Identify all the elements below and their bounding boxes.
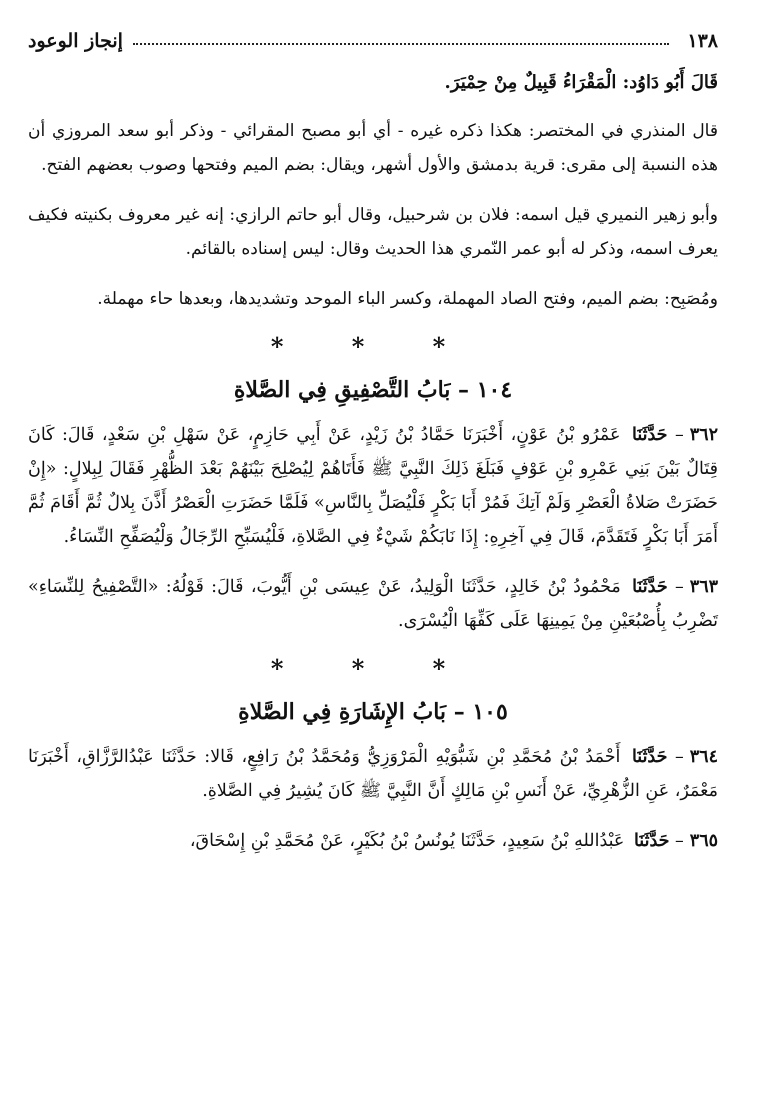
hadith-opening: حَدَّثَنَا (631, 747, 668, 767)
hadith-text: مَحْمُودُ بْنُ خَالِدٍ، حَدَّثَنَا الْوَلِيدُ، عَنْ عِيسَى بْنِ أَيُّوبَ، قَالَ: قَوْلُهُ: «التَّصْفِيحُ لِلنِّسَاءِ» تَضْرِبُ بِأُصْبُعَيْنِ مِنْ يَمِينِهَا عَلَى كَفِّهَا الْيُسْرَى. (28, 577, 718, 631)
running-header (28, 30, 718, 52)
book-title: إنجاز الوعود (28, 30, 123, 52)
commentary-paragraph: وأبو زهير النميري قيل اسمه: فلان بن شرحبيل، وقال أبو حاتم الرازي: إنه غير معروف بكنيته فكيف يعرف اسمه، وذكر له أبو عمر النّمري هذا الحديث وقال: ليس إسناده بالقائم. (28, 205, 718, 259)
abu-dawud-quote: قَالَ أَبُو دَاوُد: الْمَقْرَاءُ قَبِيلٌ مِنْ حِمْيَرَ. (444, 72, 718, 93)
header-dotted-leader (133, 43, 669, 45)
hadith-text: أَحْمَدُ بْنُ مُحَمَّدِ بْنِ شَبُّوَيْهِ الْمَرْوَزِيُّ وَمُحَمَّدُ بْنُ رَافِعٍ، قَالا: حَدَّثَنَا عَبْدُالرَّزَّاقِ، أَخْبَرَنَا مَعْمَرٌ، عَنِ الزُّهْرِيِّ، عَنْ أَنَسِ بْنِ مَالِكٍ أَنَّ النَّبِيَّ ﷺ كَانَ يُشِيرُ فِي الصَّلاةِ. (28, 747, 718, 801)
hadith-number: ٣٦٤ (689, 747, 718, 767)
commentary-paragraph: قال المنذري في المختصر: هكذا ذكره غيره - أي أبو مصبح المقرائي - وذكر أبو سعد المروزي أن هذه النسبة إلى مقرى: قرية بدمشق والأول أشهر، ويقال: بضم الميم وفتحها وصوب بعضهم الفتح. (28, 121, 718, 175)
section-separator: * * * (270, 332, 476, 361)
hadith-opening: حَدَّثَنَا (632, 577, 668, 597)
hadith-text: عَمْرُو بْنُ عَوْنٍ، أَخْبَرَنَا حَمَّادُ بْنُ زَيْدٍ، عَنْ أَبِي حَازِمٍ، عَنْ سَهْلِ بْنِ سَعْدٍ، قَالَ: كَانَ قِتَالٌ بَيْنَ بَنِي عَمْرِو بْنِ عَوْفٍ فَبَلَغَ ذَلِكَ النَّبِيَّ ﷺ فَأَتَاهُمْ لِيُصْلِحَ بَيْنَهُمْ بَعْدَ الظُّهْرِ فَقَالَ لِبِلالٍ: «إِنْ حَضَرَتْ صَلاةُ الْعَصْرِ وَلَمْ آتِكَ فَمُرْ أَبَا بَكْرٍ فَلْيُصَلِّ بِالنَّاسِ» فَلَمَّا حَضَرَتِ الْعَصْرُ أَذَّنَ بِلالٌ ثُمَّ أَقَامَ ثُمَّ أَمَرَ أَبَا بَكْرٍ فَتَقَدَّمَ، قَالَ فِي آخِرِهِ: إِذَا نَابَكُمْ شَيْءٌ فِي الصَّلاةِ، فَلْيُسَبِّحِ الرِّجَالُ وَلْيُصَفِّحِ النِّسَاءُ. (28, 425, 718, 547)
hadith-number: ٣٦٢ (689, 425, 718, 445)
hadith-entry: ٣٦٢– حَدَّثَنَا عَمْرُو بْنُ عَوْنٍ، أَخْبَرَنَا حَمَّادُ بْنُ زَيْدٍ، عَنْ أَبِي حَازِمٍ، عَنْ سَهْلِ بْنِ سَعْدٍ، قَالَ: كَانَ قِتَالٌ بَيْنَ بَنِي عَمْرِو بْنِ عَوْفٍ فَبَلَغَ ذَلِكَ النَّبِيَّ ﷺ فَأَتَاهُمْ لِيُصْلِحَ بَيْنَهُمْ بَعْدَ الظُّهْرِ فَقَالَ لِبِلالٍ: «إِنْ حَضَرَتْ صَلاةُ الْعَصْرِ وَلَمْ آتِكَ فَمُرْ أَبَا بَكْرٍ فَلْيُصَلِّ بِالنَّاسِ» فَلَمَّا حَضَرَتِ الْعَصْرُ أَذَّنَ بِلالٌ ثُمَّ أَقَامَ ثُمَّ أَمَرَ أَبَا بَكْرٍ فَتَقَدَّمَ، قَالَ فِي آخِرِهِ: إِذَا نَابَكُمْ شَيْءٌ فِي الصَّلاةِ، فَلْيُسَبِّحِ الرِّجَالُ وَلْيُصَفِّحِ النِّسَاءُ. (28, 425, 718, 547)
hadith-number: ٣٦٣ (689, 577, 718, 597)
book-page (28, 30, 718, 874)
chapter-heading: ١٠٤ – بَابُ التَّصْفِيقِ فِي الصَّلاةِ (233, 377, 513, 403)
hadith-opening: حَدَّثَنَا (633, 831, 670, 851)
hadith-entry: ٣٦٥– حَدَّثَنَا عَبْدُاللهِ بْنُ سَعِيدٍ، حَدَّثَنَا يُونُسُ بْنُ بُكَيْرٍ، عَنْ مُحَمَّدِ بْنِ إِسْحَاقَ، (189, 831, 718, 851)
hadith-number: ٣٦٥ (689, 831, 718, 851)
hadith-entry: ٣٦٤– حَدَّثَنَا أَحْمَدُ بْنُ مُحَمَّدِ بْنِ شَبُّوَيْهِ الْمَرْوَزِيُّ وَمُحَمَّدُ بْنُ رَافِعٍ، قَالا: حَدَّثَنَا عَبْدُالرَّزَّاقِ، أَخْبَرَنَا مَعْمَرٌ، عَنِ الزُّهْرِيِّ، عَنْ أَنَسِ بْنِ مَالِكٍ أَنَّ النَّبِيَّ ﷺ كَانَ يُشِيرُ فِي الصَّلاةِ. (28, 747, 718, 801)
hadith-entry: ٣٦٣– حَدَّثَنَا مَحْمُودُ بْنُ خَالِدٍ، حَدَّثَنَا الْوَلِيدُ، عَنْ عِيسَى بْنِ أَيُّوبَ، قَالَ: قَوْلُهُ: «التَّصْفِيحُ لِلنِّسَاءِ» تَضْرِبُ بِأُصْبُعَيْنِ مِنْ يَمِينِهَا عَلَى كَفِّهَا الْيُسْرَى. (28, 577, 718, 631)
section-separator: * * * (270, 654, 476, 683)
hadith-opening: حَدَّثَنَا (632, 425, 668, 445)
chapter-heading: ١٠٥ – بَابُ الإِشَارَةِ فِي الصَّلاةِ (238, 699, 508, 725)
hadith-text: عَبْدُاللهِ بْنُ سَعِيدٍ، حَدَّثَنَا يُونُسُ بْنُ بُكَيْرٍ، عَنْ مُحَمَّدِ بْنِ إِسْحَاقَ، (189, 831, 625, 851)
commentary-paragraph: ومُصَبِح: بضم الميم، وفتح الصاد المهملة، وكسر الباء الموحد وتشديدها، وبعدها حاء مهملة. (97, 289, 718, 309)
page-number: ١٣٨ (687, 30, 718, 52)
